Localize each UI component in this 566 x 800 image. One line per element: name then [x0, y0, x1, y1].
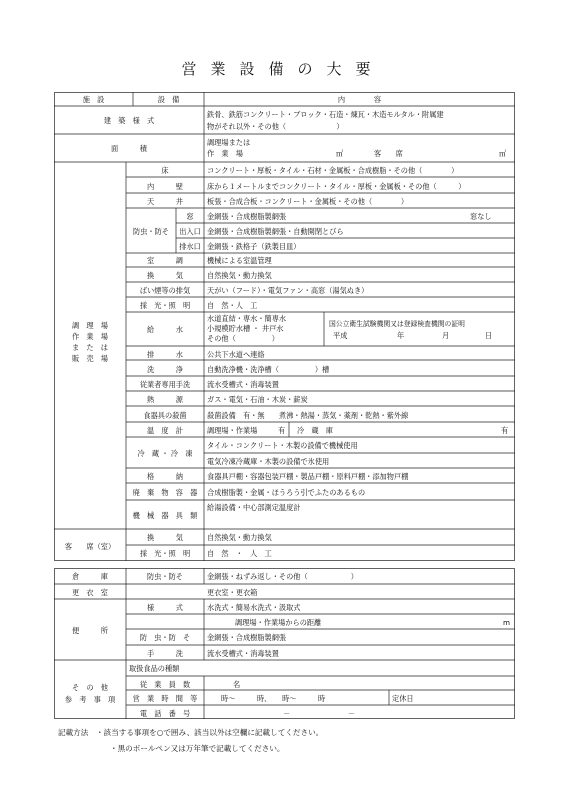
reizou-label: 冷 蔵 ・ 冷 凍	[137, 449, 193, 458]
reizou-text2: 電気冷凍冷蔵庫・木製の設備で氷使用	[207, 457, 330, 466]
ondo-text: 調理場・作業場	[207, 426, 258, 435]
ondo-reizou: 冷 蔵 庫	[297, 426, 333, 435]
sonota-teikyu: 定休日	[392, 694, 414, 703]
haisui-text: 公共下水道へ連絡	[207, 350, 265, 359]
sonota-mei: 名	[233, 680, 241, 689]
souko-label: 倉 庫	[72, 572, 108, 581]
benjo-youshiki: 様 式	[147, 603, 183, 612]
shitsuchou-text: 機械による室温管理	[207, 256, 272, 265]
saikou-label: 採 光・照 明	[139, 301, 191, 310]
header-naiyou: 内 容	[337, 95, 382, 104]
haisui-label: 排 水	[147, 350, 183, 359]
benjo-bouchu-text: 金網張・合成樹脂製網張	[207, 633, 287, 642]
bouchu-mado-text: 金網張・合成樹脂製網張	[207, 212, 287, 221]
shokki-label: 食器具の殺菌	[143, 411, 187, 420]
sonota-denwa: 電 話 番 号	[139, 709, 191, 718]
kanki-label: 換 気	[147, 271, 183, 280]
senjou-text: 自動洗浄機・洗浄槽（ ）槽	[207, 365, 330, 374]
header-shisetsu: 施 設	[82, 95, 105, 104]
kyuusui-text1: 水道直結・専水・簡専水	[207, 314, 287, 323]
kyuusui-heisei: 平成	[333, 331, 348, 340]
ondo-ari1: 有	[278, 426, 286, 435]
kyuusui-text3: その他（ ）	[207, 334, 279, 343]
tenjou-text: 板張・合成合板・コンクリート・金属板・その他（ ）	[207, 197, 409, 206]
haiki-text: 合成樹脂製・金属・ほうろう引でふたのあるもの	[207, 488, 366, 497]
kakunou-text: 食器具戸棚・容器包装戸棚・製品戸棚・原料戸棚・添加物戸棚	[207, 472, 409, 481]
saikou-text: 自 然・人 工	[207, 301, 258, 310]
document-title: 営業設備の大要	[181, 60, 385, 78]
kyakuseki-label: 客 席（室）	[64, 542, 116, 551]
sonota-label1: そ の 他	[72, 683, 108, 692]
sonota-jikan-text: 時〜 時、 時〜 時	[221, 694, 326, 703]
bouchu-mado-none: 窓なし	[470, 212, 492, 221]
kyuusui-nen: 年	[397, 331, 405, 340]
notes	[58, 725, 323, 757]
kyuusui-text2: 小規模貯水槽 ・ 井戸水	[207, 324, 284, 333]
kyuusui-label: 給 水	[147, 325, 183, 334]
kyuusui-tsuki: 月	[442, 331, 450, 340]
kenchiku-text2: 物がそれ以外・その他（ ）	[207, 122, 344, 131]
baien-label: ばい煙等の排気	[139, 286, 191, 295]
bouchu-deiri: 出入口	[179, 227, 201, 236]
netsugen-label: 熱 源	[147, 395, 183, 404]
benjo-kyori: 調理場・作業場からの距離	[235, 618, 322, 627]
benjo-tearai-text: 流水受槽式・消毒装置	[207, 649, 279, 658]
bouchu-mado: 窓	[186, 212, 194, 221]
kenchiku-text1: 鉄骨、鉄筋コンクリート・ブロック・石造・煉瓦・木造モルタル・附属建	[207, 110, 444, 119]
note-1: 記載方法 ・該当する事項を○で囲み、該当以外は空欄に記載してください。	[58, 728, 324, 737]
tenjou-label: 天 井	[147, 197, 183, 206]
chouri-label-0: 調 理 場	[72, 321, 108, 330]
sonota-label2: 参 考 事 項	[64, 695, 116, 704]
kouishitsu-text: 更衣室・更衣箱	[207, 588, 258, 597]
shokki-text: 殺菌設備 有・無 煮沸・熱湯・蒸気・薬剤・乾熱・紫外線	[207, 411, 409, 420]
bouchu-haisui: 排水口	[179, 242, 201, 251]
bouchu-deiri-text: 金網張・合成樹脂製網張・自動開閉とびら	[207, 227, 344, 236]
chouri-label-2: ま た は	[72, 343, 108, 352]
ondo-label: 温 度 計	[147, 426, 183, 435]
reizou-text1: タイル・コンクリート・木製の設備で機械使用	[207, 441, 358, 450]
kyuusui-cert: 国公立衛生試験機関又は登録検査機関の証明	[329, 320, 465, 328]
menseki-unit2: ㎡	[499, 149, 507, 158]
kyakuseki-saikou: 採 光・照 明	[139, 549, 191, 558]
naiheki-text: 床から１メートルまでコンクリート・タイル・厚板・金属板・その他（ ）	[207, 182, 466, 191]
benjo-bouchu: 防 虫・防 そ	[139, 633, 191, 642]
souko-sub: 防虫・防そ	[147, 572, 183, 581]
benjo-unit: m	[503, 618, 511, 627]
menseki-line2: 作 業 場	[207, 149, 243, 158]
souko-text: 金網張・ねずみ返し・その他（ ）	[207, 572, 358, 581]
sonota-juugyouin: 従 業 員 数	[139, 680, 191, 689]
tesen-text: 流水受槽式・消毒装置	[207, 380, 279, 389]
kyakuseki-saikou-text: 自 然 ・ 人 工	[207, 549, 272, 558]
kyuusui-hi: 日	[485, 331, 493, 340]
bouchu-haisui-text: 金網張・鉄格子（鉄製目皿）	[207, 242, 301, 251]
chouri-label-1: 作 業 場	[72, 332, 108, 341]
kanki-text: 自然換気・動力換気	[207, 271, 272, 280]
kyakuseki-kanki-text: 自然換気・動力換気	[207, 533, 272, 542]
kyakuseki-kanki: 換 気	[147, 533, 183, 542]
yuka-label: 床	[161, 166, 169, 175]
menseki-label: 面 積	[111, 144, 147, 153]
shitsuchou-label: 室 調	[147, 256, 183, 265]
naiheki-label: 内 壁	[147, 182, 183, 191]
kikai-text: 給湯設備・中心部測定温度計	[207, 503, 301, 512]
netsugen-text: ガス・電気・石油・木炭・薪炭	[207, 395, 308, 404]
header-setsubi: 設 備	[157, 95, 180, 104]
menseki-unit1: ㎡	[336, 149, 344, 158]
benjo-label: 便 所	[72, 626, 108, 635]
benjo-tearai: 手 洗	[147, 649, 183, 658]
kikai-label: 機 械 器 具 類	[132, 511, 198, 520]
form-cells	[54, 92, 515, 719]
menseki-kyaku: 客 席	[374, 149, 403, 158]
baien-text: 天がい（フード）・電気ファン・高窓（湯気ぬき）	[207, 286, 369, 295]
ondo-ari2: 有	[501, 426, 509, 435]
tesen-label: 従業者専用手洗	[139, 380, 191, 389]
kouishitsu-label: 更 衣 室	[72, 588, 108, 597]
haiki-label: 廃 棄 物 容 器	[132, 488, 198, 497]
sonota-toriatsukai: 取扱食品の種類	[129, 664, 180, 673]
sonota-jikan: 営 業 時 間 等	[132, 694, 198, 703]
chouri-label-3: 販 売 場	[72, 354, 108, 363]
kakunou-label: 格 納	[147, 472, 183, 481]
sonota-denwa-dash: － －	[283, 709, 355, 718]
bouchu-label: 防虫・防そ	[133, 227, 169, 236]
yuka-text: コンクリート・厚板・タイル・石材・金属板・合成樹脂・その他（ ）	[207, 166, 459, 175]
menseki-line1: 調理場または	[207, 138, 251, 147]
kenchiku-label: 建 築 様 式	[103, 116, 155, 125]
senjou-label: 洗 浄	[147, 365, 183, 374]
note-2: ・黒のボールペン又は万年筆で記載してください。	[110, 744, 285, 753]
benjo-youshiki-text: 水洗式・簡易水洗式・汲取式	[207, 603, 301, 612]
